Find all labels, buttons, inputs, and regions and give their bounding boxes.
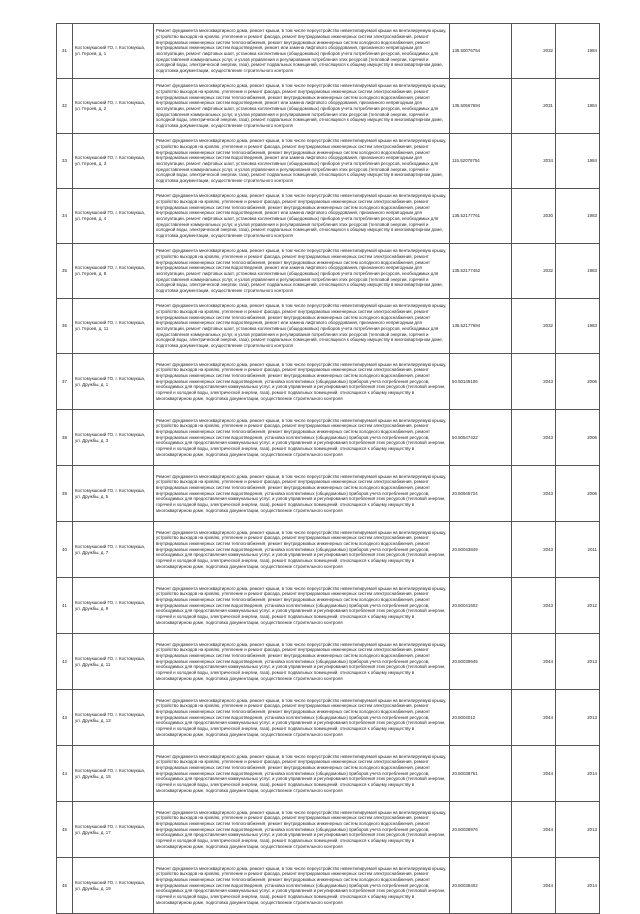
area-value: 135.50567694: [450, 79, 512, 134]
area-value: 20.50043849: [450, 522, 512, 578]
area-value: 20.50039945: [450, 634, 512, 690]
house-address: Костомукшский ГО, г. Костомукша, ул. Героев, д. 8: [73, 244, 154, 299]
table-row: [57, 746, 600, 802]
row-number: 42: [57, 634, 73, 690]
document-page: [56, 23, 599, 914]
build-year: 2014: [556, 858, 600, 914]
house-address: Костомукшский ГО, г. Костомукша, ул. Героев, д. 4: [73, 189, 154, 244]
table-row: [57, 858, 600, 914]
build-year: 2013: [556, 634, 600, 690]
repair-works: Ремонт фундамента многоквартирного дома, ремонт крыши, в том числе переустройство невентилируемой крыши на вентилируемую крышу, устройство выходов на кровлю, утепление и ремонт фасада, ремонт внутридомовых инженерных систем электроснабжения, ремонт внутридомовых инженерных систем теплоснабжения, ремонт внутридомовых инженерных систем холодного водоснабжения, ремонт внутридомовых инженерных систем водоотведения, ремонт или замена лифтового оборудования, признанного непригодным для эксплуатации, ремонт лифтовых шахт, установка коллективных (общедомовых) приборов учета потребления ресурсов, необходимых для предоставления коммунальных услуг, и узлов управления и регулирования потребления этих ресурсов (тепловой энергии, горячей и холодной воды, электрической энергии, газа), ремонт подвальных помещений, относящихся к общему имуществу в многоквартирном доме, подготовка документации, осуществление строительного контроля: [154, 24, 450, 79]
planned-year: 2044: [512, 690, 556, 746]
table-body: [57, 24, 600, 914]
area-value: 20.50041502: [450, 578, 512, 634]
repair-works: Ремонт фундамента многоквартирного дома, ремонт крыши, в том числе переустройство невентилируемой крыши на вентилируемую крышу, устройство выходов на кровлю, утепление и ремонт фасада, ремонт внутридомовых инженерных систем электроснабжения, ремонт внутридомовых инженерных систем теплоснабжения, ремонт внутридомовых инженерных систем холодного водоснабжения, ремонт внутридомовых инженерных систем водоотведения, ремонт или замена лифтового оборудования, признанного непригодным для эксплуатации, ремонт лифтовых шахт, установка коллективных (общедомовых) приборов учета потребления ресурсов, необходимых для предоставления коммунальных услуг, и узлов управления и регулирования потребления этих ресурсов (тепловой энергии, горячей и холодной воды, электрической энергии, газа), ремонт подвальных помещений, относящихся к общему имуществу в многоквартирном доме, подготовка документации, осуществление строительного контроля: [154, 189, 450, 244]
row-number: 31: [57, 24, 73, 79]
repair-works: Ремонт фундамента многоквартирного дома, ремонт крыши, в том числе переустройство невентилируемой крыши на вентилируемую крышу, устройство выходов на кровлю, утепление и ремонт фасада, ремонт внутридомовых инженерных систем электроснабжения, ремонт внутридомовых инженерных систем теплоснабжения, ремонт внутридомовых инженерных систем холодного водоснабжения, ремонт внутридомовых инженерных систем водоотведения, установка коллективных (общедомовых) приборов учета потребления ресурсов, необходимых для предоставления коммунальных услуг, и узлов управления и регулирования потребления этих ресурсов (тепловой энергии, горячей и холодной воды, электрической энергии, газа), ремонт подвальных помещений, относящихся к общему имуществу в многоквартирном доме, подготовка документации, осуществление строительного контроля: [154, 746, 450, 802]
planned-year: 2043: [512, 466, 556, 522]
table-row: [57, 466, 600, 522]
house-address: Костомукшский ГО, г. Костомукша, ул. Дружбы, д. 11: [73, 634, 154, 690]
row-number: 34: [57, 189, 73, 244]
house-address: Костомукшский ГО, г. Костомукша, ул. Дружбы, д. 3: [73, 410, 154, 466]
house-address: Костомукшский ГО, г. Костомукша, ул. Дружбы, д. 19: [73, 858, 154, 914]
build-year: 2006: [556, 354, 600, 410]
planned-year: 2044: [512, 802, 556, 858]
area-value: 50.50149106: [450, 354, 512, 410]
row-number: 46: [57, 858, 73, 914]
row-number: 32: [57, 79, 73, 134]
area-value: 135.52177694: [450, 299, 512, 354]
row-number: 40: [57, 522, 73, 578]
table-row: [57, 634, 600, 690]
table-row: [57, 410, 600, 466]
table-row: [57, 354, 600, 410]
build-year: 2012: [556, 578, 600, 634]
repair-works: Ремонт фундамента многоквартирного дома, ремонт крыши, в том числе переустройство невентилируемой крыши на вентилируемую крышу, устройство выходов на кровлю, утепление и ремонт фасада, ремонт внутридомовых инженерных систем электроснабжения, ремонт внутридомовых инженерных систем теплоснабжения, ремонт внутридомовых инженерных систем холодного водоснабжения, ремонт внутридомовых инженерных систем водоотведения, установка коллективных (общедомовых) приборов учета потребления ресурсов, необходимых для предоставления коммунальных услуг, и узлов управления и регулирования потребления этих ресурсов (тепловой энергии, горячей и холодной воды, электрической энергии, газа), ремонт подвальных помещений, относящихся к общему имуществу в многоквартирном доме, подготовка документации, осуществление строительного контроля: [154, 690, 450, 746]
house-address: Костомукшский ГО, г. Костомукша, ул. Героев, д. 3: [73, 134, 154, 189]
planned-year: 2044: [512, 746, 556, 802]
area-value: 115.52076754: [450, 134, 512, 189]
row-number: 36: [57, 299, 73, 354]
build-year: 2011: [556, 522, 600, 578]
build-year: 1983: [556, 189, 600, 244]
build-year: 2014: [556, 746, 600, 802]
repair-works: Ремонт фундамента многоквартирного дома, ремонт крыши, в том числе переустройство невентилируемой крыши на вентилируемую крышу, устройство выходов на кровлю, утепление и ремонт фасада, ремонт внутридомовых инженерных систем электроснабжения, ремонт внутридомовых инженерных систем теплоснабжения, ремонт внутридомовых инженерных систем холодного водоснабжения, ремонт внутридомовых инженерных систем водоотведения, ремонт или замена лифтового оборудования, признанного непригодным для эксплуатации, ремонт лифтовых шахт, установка коллективных (общедомовых) приборов учета потребления ресурсов, необходимых для предоставления коммунальных услуг, и узлов управления и регулирования потребления этих ресурсов (тепловой энергии, горячей и холодной воды, электрической энергии, газа), ремонт подвальных помещений, относящихся к общему имуществу в многоквартирном доме, подготовка документации, осуществление строительного контроля: [154, 244, 450, 299]
build-year: 2013: [556, 690, 600, 746]
repair-works: Ремонт фундамента многоквартирного дома, ремонт крыши, в том числе переустройство невентилируемой крыши на вентилируемую крышу, устройство выходов на кровлю, утепление и ремонт фасада, ремонт внутридомовых инженерных систем электроснабжения, ремонт внутридомовых инженерных систем теплоснабжения, ремонт внутридомовых инженерных систем холодного водоснабжения, ремонт внутридомовых инженерных систем водоотведения, ремонт или замена лифтового оборудования, признанного непригодным для эксплуатации, ремонт лифтовых шахт, установка коллективных (общедомовых) приборов учета потребления ресурсов, необходимых для предоставления коммунальных услуг, и узлов управления и регулирования потребления этих ресурсов (тепловой энергии, горячей и холодной воды, электрической энергии, газа), ремонт подвальных помещений, относящихся к общему имуществу в многоквартирном доме, подготовка документации, осуществление строительного контроля: [154, 299, 450, 354]
repair-works: Ремонт фундамента многоквартирного дома, ремонт крыши, в том числе переустройство невентилируемой крыши на вентилируемую крышу, устройство выходов на кровлю, утепление и ремонт фасада, ремонт внутридомовых инженерных систем электроснабжения, ремонт внутридомовых инженерных систем теплоснабжения, ремонт внутридомовых инженерных систем холодного водоснабжения, ремонт внутридомовых инженерных систем водоотведения, установка коллективных (общедомовых) приборов учета потребления ресурсов, необходимых для предоставления коммунальных услуг, и узлов управления и регулирования потребления этих ресурсов (тепловой энергии, горячей и холодной воды, электрической энергии, газа), ремонт подвальных помещений, относящихся к общему имуществу в многоквартирном доме, подготовка документации, осуществление строительного контроля: [154, 354, 450, 410]
row-number: 35: [57, 244, 73, 299]
area-value: 20.5004012: [450, 690, 512, 746]
table-row: [57, 299, 600, 354]
planned-year: 2043: [512, 578, 556, 634]
house-address: Костомукшский ГО, г. Костомукша, ул. Дружбы, д. 9: [73, 578, 154, 634]
repair-works: Ремонт фундамента многоквартирного дома, ремонт крыши, в том числе переустройство невентилируемой крыши на вентилируемую крышу, устройство выходов на кровлю, утепление и ремонт фасада, ремонт внутридомовых инженерных систем электроснабжения, ремонт внутридомовых инженерных систем теплоснабжения, ремонт внутридомовых инженерных систем холодного водоснабжения, ремонт внутридомовых инженерных систем водоотведения, установка коллективных (общедомовых) приборов учета потребления ресурсов, необходимых для предоставления коммунальных услуг, и узлов управления и регулирования потребления этих ресурсов (тепловой энергии, горячей и холодной воды, электрической энергии, газа), ремонт подвальных помещений, относящихся к общему имуществу в многоквартирном доме, подготовка документации, осуществление строительного контроля: [154, 522, 450, 578]
repair-works: Ремонт фундамента многоквартирного дома, ремонт крыши, в том числе переустройство невентилируемой крыши на вентилируемую крышу, устройство выходов на кровлю, утепление и ремонт фасада, ремонт внутридомовых инженерных систем электроснабжения, ремонт внутридомовых инженерных систем теплоснабжения, ремонт внутридомовых инженерных систем холодного водоснабжения, ремонт внутридомовых инженерных систем водоотведения, ремонт или замена лифтового оборудования, признанного непригодным для эксплуатации, ремонт лифтовых шахт, установка коллективных (общедомовых) приборов учета потребления ресурсов, необходимых для предоставления коммунальных услуг, и узлов управления и регулирования потребления этих ресурсов (тепловой энергии, горячей и холодной воды, электрической энергии, газа), ремонт подвальных помещений, относящихся к общему имуществу в многоквартирном доме, подготовка документации, осуществление строительного контроля: [154, 79, 450, 134]
row-number: 44: [57, 746, 73, 802]
area-value: 135.52177462: [450, 244, 512, 299]
area-value: 135.52177761: [450, 189, 512, 244]
table-row: [57, 24, 600, 79]
planned-year: 2043: [512, 354, 556, 410]
area-value: 135.50076754: [450, 24, 512, 79]
repair-works: Ремонт фундамента многоквартирного дома, ремонт крыши, в том числе переустройство невентилируемой крыши на вентилируемую крышу, устройство выходов на кровлю, утепление и ремонт фасада, ремонт внутридомовых инженерных систем электроснабжения, ремонт внутридомовых инженерных систем теплоснабжения, ремонт внутридомовых инженерных систем холодного водоснабжения, ремонт внутридомовых инженерных систем водоотведения, ремонт или замена лифтового оборудования, признанного непригодным для эксплуатации, ремонт лифтовых шахт, установка коллективных (общедомовых) приборов учета потребления ресурсов, необходимых для предоставления коммунальных услуг, и узлов управления и регулирования потребления этих ресурсов (тепловой энергии, горячей и холодной воды, электрической энергии, газа), ремонт подвальных помещений, относящихся к общему имуществу в многоквартирном доме, подготовка документации, осуществление строительного контроля: [154, 134, 450, 189]
planned-year: 2044: [512, 858, 556, 914]
build-year: 1984: [556, 134, 600, 189]
planned-year: 2032: [512, 244, 556, 299]
house-address: Костомукшский ГО, г. Костомукша, ул. Героев, д. 2: [73, 79, 154, 134]
table-row: [57, 690, 600, 746]
build-year: 1984: [556, 79, 600, 134]
table-row: [57, 578, 600, 634]
table-row: [57, 522, 600, 578]
repair-works: Ремонт фундамента многоквартирного дома, ремонт крыши, в том числе переустройство невентилируемой крыши на вентилируемую крышу, устройство выходов на кровлю, утепление и ремонт фасада, ремонт внутридомовых инженерных систем электроснабжения, ремонт внутридомовых инженерных систем теплоснабжения, ремонт внутридомовых инженерных систем холодного водоснабжения, ремонт внутридомовых инженерных систем водоотведения, установка коллективных (общедомовых) приборов учета потребления ресурсов, необходимых для предоставления коммунальных услуг, и узлов управления и регулирования потребления этих ресурсов (тепловой энергии, горячей и холодной воды, электрической энергии, газа), ремонт подвальных помещений, относящихся к общему имуществу в многоквартирном доме, подготовка документации, осуществление строительного контроля: [154, 466, 450, 522]
repair-works: Ремонт фундамента многоквартирного дома, ремонт крыши, в том числе переустройство невентилируемой крыши на вентилируемую крышу, устройство выходов на кровлю, утепление и ремонт фасада, ремонт внутридомовых инженерных систем электроснабжения, ремонт внутридомовых инженерных систем теплоснабжения, ремонт внутридомовых инженерных систем холодного водоснабжения, ремонт внутридомовых инженерных систем водоотведения, установка коллективных (общедомовых) приборов учета потребления ресурсов, необходимых для предоставления коммунальных услуг, и узлов управления и регулирования потребления этих ресурсов (тепловой энергии, горячей и холодной воды, электрической энергии, газа), ремонт подвальных помещений, относящихся к общему имуществу в многоквартирном доме, подготовка документации, осуществление строительного контроля: [154, 578, 450, 634]
planned-year: 2043: [512, 522, 556, 578]
table-row: [57, 189, 600, 244]
repair-works: Ремонт фундамента многоквартирного дома, ремонт крыши, в том числе переустройство невентилируемой крыши на вентилируемую крышу, устройство выходов на кровлю, утепление и ремонт фасада, ремонт внутридомовых инженерных систем электроснабжения, ремонт внутридомовых инженерных систем теплоснабжения, ремонт внутридомовых инженерных систем холодного водоснабжения, ремонт внутридомовых инженерных систем водоотведения, установка коллективных (общедомовых) приборов учета потребления ресурсов, необходимых для предоставления коммунальных услуг, и узлов управления и регулирования потребления этих ресурсов (тепловой энергии, горячей и холодной воды, электрической энергии, газа), ремонт подвальных помещений, относящихся к общему имуществу в многоквартирном доме, подготовка документации, осуществление строительного контроля: [154, 802, 450, 858]
capital-repair-table: [56, 23, 600, 914]
row-number: 39: [57, 466, 73, 522]
build-year: 1983: [556, 244, 600, 299]
planned-year: 2032: [512, 299, 556, 354]
build-year: 1984: [556, 24, 600, 79]
house-address: Костомукшский ГО, г. Костомукша, ул. Дружбы, д. 13: [73, 690, 154, 746]
build-year: 2006: [556, 466, 600, 522]
house-address: Костомукшский ГО, г. Костомукша, ул. Дружбы, д. 15: [73, 746, 154, 802]
build-year: 2013: [556, 802, 600, 858]
row-number: 33: [57, 134, 73, 189]
table-row: [57, 244, 600, 299]
house-address: Костомукшский ГО, г. Костомукша, ул. Дружбы, д. 7: [73, 522, 154, 578]
row-number: 45: [57, 802, 73, 858]
table-row: [57, 134, 600, 189]
repair-works: Ремонт фундамента многоквартирного дома, ремонт крыши, в том числе переустройство невентилируемой крыши на вентилируемую крышу, устройство выходов на кровлю, утепление и ремонт фасада, ремонт внутридомовых инженерных систем электроснабжения, ремонт внутридомовых инженерных систем теплоснабжения, ремонт внутридомовых инженерных систем холодного водоснабжения, ремонт внутридомовых инженерных систем водоотведения, установка коллективных (общедомовых) приборов учета потребления ресурсов, необходимых для предоставления коммунальных услуг, и узлов управления и регулирования потребления этих ресурсов (тепловой энергии, горячей и холодной воды, электрической энергии, газа), ремонт подвальных помещений, относящихся к общему имуществу в многоквартирном доме, подготовка документации, осуществление строительного контроля: [154, 410, 450, 466]
planned-year: 2043: [512, 410, 556, 466]
row-number: 41: [57, 578, 73, 634]
row-number: 37: [57, 354, 73, 410]
repair-works: Ремонт фундамента многоквартирного дома, ремонт крыши, в том числе переустройство невентилируемой крыши на вентилируемую крышу, устройство выходов на кровлю, утепление и ремонт фасада, ремонт внутридомовых инженерных систем электроснабжения, ремонт внутридомовых инженерных систем теплоснабжения, ремонт внутридомовых инженерных систем холодного водоснабжения, ремонт внутридомовых инженерных систем водоотведения, установка коллективных (общедомовых) приборов учета потребления ресурсов, необходимых для предоставления коммунальных услуг, и узлов управления и регулирования потребления этих ресурсов (тепловой энергии, горячей и холодной воды, электрической энергии, газа), ремонт подвальных помещений, относящихся к общему имуществу в многоквартирном доме, подготовка документации, осуществление строительного контроля: [154, 858, 450, 914]
repair-works: Ремонт фундамента многоквартирного дома, ремонт крыши, в том числе переустройство невентилируемой крыши на вентилируемую крышу, устройство выходов на кровлю, утепление и ремонт фасада, ремонт внутридомовых инженерных систем электроснабжения, ремонт внутридомовых инженерных систем теплоснабжения, ремонт внутридомовых инженерных систем холодного водоснабжения, ремонт внутридомовых инженерных систем водоотведения, установка коллективных (общедомовых) приборов учета потребления ресурсов, необходимых для предоставления коммунальных услуг, и узлов управления и регулирования потребления этих ресурсов (тепловой энергии, горячей и холодной воды, электрической энергии, газа), ремонт подвальных помещений, относящихся к общему имуществу в многоквартирном доме, подготовка документации, осуществление строительного контроля: [154, 634, 450, 690]
table-row: [57, 802, 600, 858]
planned-year: 2044: [512, 634, 556, 690]
table-row: [57, 79, 600, 134]
house-address: Костомукшский ГО, г. Костомукша, ул. Дружбы, д. 17: [73, 802, 154, 858]
planned-year: 2032: [512, 24, 556, 79]
area-value: 50.50547422: [450, 410, 512, 466]
area-value: 20.50038402: [450, 858, 512, 914]
planned-year: 2030: [512, 189, 556, 244]
build-year: 2006: [556, 410, 600, 466]
area-value: 20.50038976: [450, 802, 512, 858]
area-value: 20.50038761: [450, 746, 512, 802]
house-address: Костомукшский ГО, г. Костомукша, ул. Дружбы, д. 1: [73, 354, 154, 410]
house-address: Костомукшский ГО, г. Костомукша, ул. Героев, д. 1: [73, 24, 154, 79]
row-number: 38: [57, 410, 73, 466]
house-address: Костомукшский ГО, г. Костомукша, ул. Дружбы, д. 5: [73, 466, 154, 522]
planned-year: 2031: [512, 79, 556, 134]
area-value: 20.50945724: [450, 466, 512, 522]
house-address: Костомукшский ГО, г. Костомукша, ул. Героев, д. 11: [73, 299, 154, 354]
build-year: 1983: [556, 299, 600, 354]
planned-year: 2034: [512, 134, 556, 189]
row-number: 43: [57, 690, 73, 746]
